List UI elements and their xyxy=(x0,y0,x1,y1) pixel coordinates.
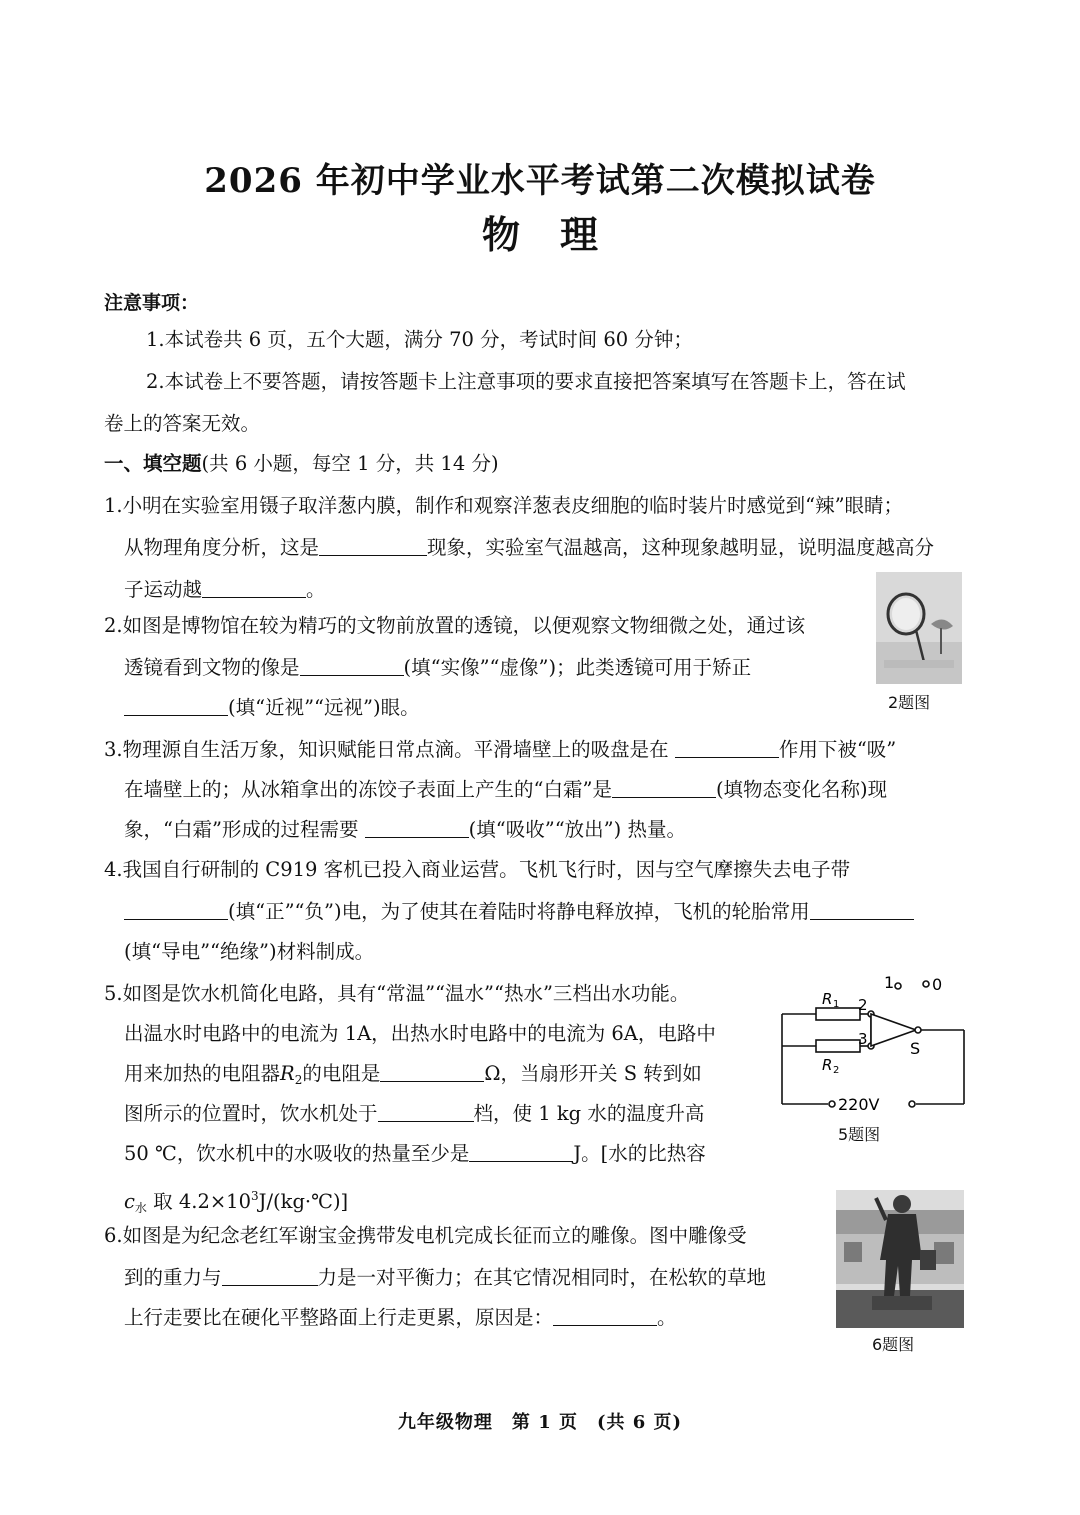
q2-line-3 xyxy=(124,694,420,722)
notice-item-2-line-2: 卷上的答案无效。 xyxy=(104,412,261,435)
q6-answer-blank-1 xyxy=(222,1267,318,1286)
section-1-title: 一、填空题 xyxy=(104,452,202,475)
q5-line-1: 5.如图是饮水机简化电路，具有“常温”“温水”“热水”三档出水功能。 xyxy=(104,982,690,1005)
q5-text: J/(kg·℃)] xyxy=(258,1190,349,1213)
q3-text: 在墙壁上的；从冰箱拿出的冻饺子表面上产生的“白霜”是 xyxy=(124,778,612,801)
q1-text: 现象，实验室气温越高，这种现象越明显，说明温度越高分 xyxy=(427,536,935,559)
q5-line-4 xyxy=(124,1100,704,1128)
r2-subscript: 2 xyxy=(833,1065,840,1076)
q3-line-2 xyxy=(124,776,887,804)
q5-text: 50 ℃，饮水机中的水吸收的热量至少是 xyxy=(124,1142,470,1165)
q2-text: 透镜看到文物的像是 xyxy=(124,656,300,679)
terminal-1-label: 1 xyxy=(884,973,895,992)
terminal-2-label: 2 xyxy=(858,996,868,1014)
terminal-0-label: 0 xyxy=(932,975,943,994)
q3-answer-blank-1 xyxy=(675,739,779,758)
q5-text: J。[水的比热容 xyxy=(573,1142,706,1165)
q5-text: 图所示的位置时，饮水机处于 xyxy=(124,1102,378,1125)
q1-line-1: 1.小明在实验室用镊子取洋葱内膜，制作和观察洋葱表皮细胞的临时装片时感觉到“辣”眼睛； xyxy=(104,494,904,517)
q5-c-symbol: c xyxy=(124,1190,135,1213)
q3-answer-blank-3 xyxy=(365,819,469,838)
q5-answer-blank-3 xyxy=(469,1143,573,1162)
subject-title: 物理 xyxy=(481,212,638,257)
q2-text: (填“实像”“虚像”)；此类透镜可用于矫正 xyxy=(403,656,752,679)
notice-heading: 注意事项： xyxy=(104,292,200,314)
q3-text: 3.物理源自生活万象，知识赋能日常点滴。平滑墙壁上的吸盘是在 xyxy=(104,738,669,761)
q2-answer-blank-2 xyxy=(124,697,228,716)
q3-text: 作用下被“吸” xyxy=(778,738,897,761)
q5-text: 的电阻是 xyxy=(302,1062,381,1085)
q5-text: Ω，当扇形开关 S 转到如 xyxy=(484,1062,702,1085)
q3-line-3 xyxy=(124,816,686,844)
exam-title: 2026 年初中学业水平考试第二次模拟试卷 xyxy=(204,161,876,201)
magnifier-photo xyxy=(876,572,962,684)
q3-answer-blank-2 xyxy=(612,779,716,798)
q4-line-2 xyxy=(124,898,914,926)
q6-answer-blank-2 xyxy=(553,1307,657,1326)
q5-answer-blank-2 xyxy=(378,1103,474,1122)
circuit-diagram xyxy=(776,968,972,1122)
q3-text: 象，“白霜”形成的过程需要 xyxy=(124,818,359,841)
q5-line-2: 出温水时电路中的电流为 1A，出热水时电路中的电流为 6A，电路中 xyxy=(124,1022,716,1045)
q6-line-2 xyxy=(124,1264,766,1292)
section-1-note: (共 6 小题，每空 1 分，共 14 分) xyxy=(201,452,499,475)
q4-answer-blank-1 xyxy=(124,901,228,920)
q6-line-1: 6.如图是为纪念老红军谢宝金携带发电机完成长征而立的雕像。图中雕像受 xyxy=(104,1224,747,1247)
q5-c-subscript: 水 xyxy=(134,1201,147,1215)
q5-line-5 xyxy=(124,1140,706,1168)
q5-exponent: 3 xyxy=(251,1189,259,1203)
r1-label: R xyxy=(822,990,833,1008)
q1-line-2 xyxy=(124,534,934,562)
q1-answer-blank-1 xyxy=(319,537,427,556)
q2-text: (填“近视”“远视”)眼。 xyxy=(228,696,420,719)
figure-5-caption: 5题图 xyxy=(838,1125,881,1144)
page-footer: 九年级物理 第 1 页 (共 6 页) xyxy=(397,1412,683,1433)
q3-text: (填“吸收”“放出”) 热量。 xyxy=(468,818,686,841)
statue-photo xyxy=(836,1190,964,1328)
q1-line-3 xyxy=(124,576,326,604)
q5-text: 用来加热的电阻器 xyxy=(124,1062,281,1085)
q3-line-1 xyxy=(104,736,896,764)
q5-line-6 xyxy=(124,1182,348,1222)
r1-subscript: 1 xyxy=(833,999,840,1010)
notice-item-1: 1.本试卷共 6 页，五个大题，满分 70 分，考试时间 60 分钟； xyxy=(146,328,693,351)
q6-text: 到的重力与 xyxy=(124,1266,222,1289)
q6-line-3 xyxy=(124,1304,677,1332)
q6-text: 上行走要比在硬化平整路面上行走更累，原因是： xyxy=(124,1306,554,1329)
q1-text: 子运动越 xyxy=(124,578,203,601)
q1-text: 。 xyxy=(306,578,326,601)
source-label: 220V xyxy=(838,1095,880,1114)
q4-line-3: (填“导电”“绝缘”)材料制成。 xyxy=(124,940,375,963)
q6-text: 力是一对平衡力；在其它情况相同时，在松软的草地 xyxy=(317,1266,767,1289)
q6-text: 。 xyxy=(657,1306,677,1329)
q2-line-2 xyxy=(124,654,751,682)
switch-s-label: S xyxy=(910,1039,921,1058)
q4-answer-blank-2 xyxy=(810,901,914,920)
q2-answer-blank-1 xyxy=(300,657,404,676)
q5-resistor-symbol: R xyxy=(280,1062,295,1085)
figure-2-caption: 2题图 xyxy=(888,693,931,712)
q5-resistor-subscript: 2 xyxy=(294,1073,303,1087)
q4-line-1: 4.我国自行研制的 C919 客机已投入商业运营。飞机飞行时，因与空气摩擦失去电子带 xyxy=(104,858,851,881)
notice-item-2-line-1: 2.本试卷上不要答题，请按答题卡上注意事项的要求直接把答案填写在答题卡上，答在试 xyxy=(146,370,906,393)
q4-text: (填“正”“负”)电，为了使其在着陆时将静电释放掉，飞机的轮胎常用 xyxy=(228,900,810,923)
figure-6-caption: 6题图 xyxy=(872,1335,915,1354)
q5-text: 取 4.2×10 xyxy=(146,1190,251,1213)
q3-text: (填物态变化名称)现 xyxy=(715,778,888,801)
q1-text: 从物理角度分析，这是 xyxy=(124,536,320,559)
q5-text: 档，使 1 kg 水的温度升高 xyxy=(473,1102,705,1125)
q2-line-1: 2.如图是博物馆在较为精巧的文物前放置的透镜，以便观察文物细微之处，通过该 xyxy=(104,614,806,637)
r2-label: R xyxy=(822,1056,833,1074)
terminal-3-label: 3 xyxy=(858,1030,868,1048)
q5-answer-blank-1 xyxy=(380,1063,484,1082)
q1-answer-blank-2 xyxy=(202,579,306,598)
section-1-heading xyxy=(104,450,499,478)
q5-line-3 xyxy=(124,1060,702,1094)
